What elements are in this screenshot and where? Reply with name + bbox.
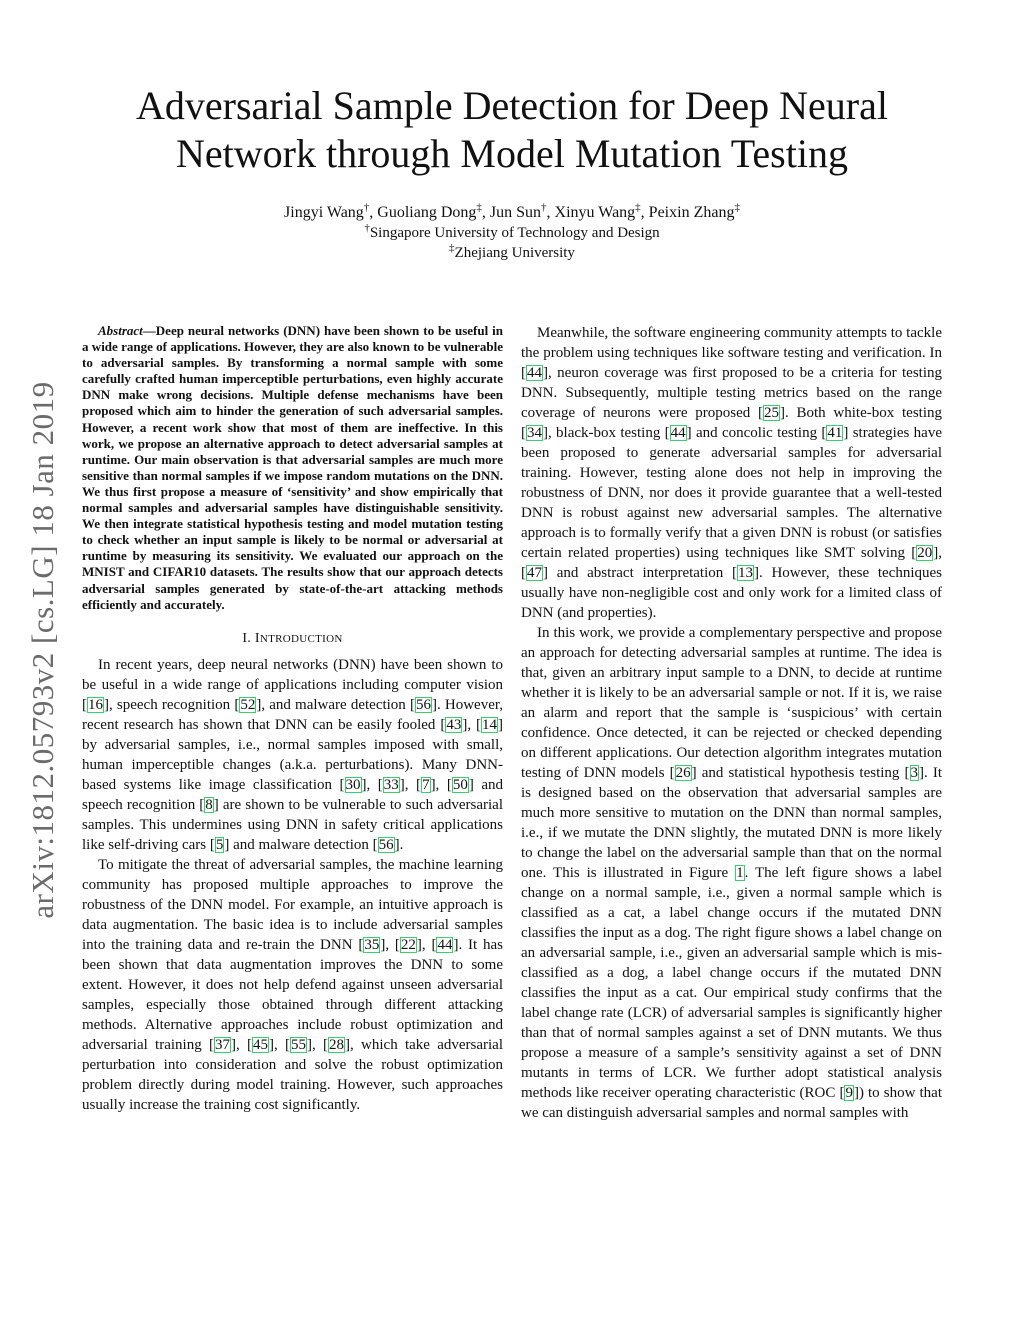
author-mark: ‡ [635, 201, 641, 214]
citation-link[interactable]: 22 [400, 936, 416, 953]
paragraph-text: To mitigate the threat of adversarial samples, the machine learning community has proposed multiple approaches to improve the robustness of the DNN model. For example, an intuitive approach is data augmentation. The basic idea is to include adversarial samples into the training data and re-train the DNN [ [82, 856, 503, 953]
affiliation-name: Zhejiang University [454, 245, 575, 261]
author-name: Peixin Zhang [648, 204, 735, 221]
citation-link[interactable]: 14 [482, 716, 497, 733]
citation-link[interactable]: 44 [437, 936, 453, 953]
paragraph-text: ], [ [416, 936, 437, 953]
paragraph-text: ]. Both white-box testing [ [521, 405, 942, 441]
paragraph-text: ] and malware detection [ [224, 836, 378, 853]
citation-link[interactable]: 5 [215, 836, 224, 853]
paragraph-text: ], neuron coverage was first proposed to be a criteria for testing DNN. Subsequently, multiple testing metrics based on the range coverage of neurons were proposed [ [521, 365, 942, 421]
paragraph-text: ], [ [361, 776, 383, 793]
title-line-1: Adversarial Sample Detection for Deep Neural [136, 83, 888, 128]
abstract-dash: — [142, 323, 156, 338]
citation-link[interactable]: 1 [736, 865, 744, 881]
affiliation-name: Singapore University of Technology and Design [369, 225, 660, 241]
citation-link[interactable]: 25 [764, 405, 779, 421]
paragraph-text: . The left figure shows a label change on a normal sample, i.e., given a normal sample which is classified as a cat, a label change occurs if the mutated DNN classifies the input as a dog. The right figure shows a label change on an adversarial sample, i.e., given an adversarial sample which is mis-classified as a dog, a label change occurs if the mutated DNN classifies the input as a cat. Our empirical study confirms that the label change rate (LCR) of adversarial samples is significantly higher than that of normal samples against a set of DNN mutants. We thus propose a measure of a sample’s sensitivity against a set of DNN mutants in terms of LCR. We further adopt statistical analysis methods like receiver operating characteristic (ROC [ [521, 865, 943, 1101]
paragraph-text: In recent years, deep neural networks (DNN) have been shown to be useful in a wide range of applications including computer vision [ [82, 656, 503, 713]
citation-link[interactable]: 13 [737, 565, 753, 581]
citation-link[interactable]: 28 [329, 1036, 345, 1053]
section-number: I. [242, 630, 252, 646]
paragraph-text: ], black-box testing [ [543, 425, 670, 441]
title-line-2: Network through Model Mutation Testing [176, 131, 848, 176]
paragraph-text: ], [ [399, 776, 422, 793]
paragraph-text: ]. It is designed based on the observation that adversarial samples are much more sensitive to mutation on the DNN than normal samples, i.e., if we mutate the DNN slightly, the mutated DNN is more likely to change the label on the adversarial sample than that on the normal one. This is illustrated in Figure [521, 765, 942, 881]
citation-link[interactable]: 20 [917, 545, 933, 561]
section-title-rest: NTRODUCTION [259, 632, 343, 645]
citation-link[interactable]: 7 [422, 776, 430, 793]
paragraph-text: ] by adversarial samples, i.e., normal samples imposed with small, human imperceptible changes (a.k.a. perturbations). Many DNN-based systems like image classification [ [82, 716, 503, 793]
paragraph-text: ], speech recognition [ [104, 696, 240, 713]
paragraph-text: ]. However, recent research has shown that DNN can be easily fooled [ [82, 696, 503, 733]
paragraph-text: ] and abstract interpretation [ [543, 565, 737, 581]
citation-link[interactable]: 45 [253, 1036, 268, 1053]
author-name: Xinyu Wang [554, 204, 636, 221]
paragraph-text: ]. It has been shown that data augmentation improves the DNN to some extent. However, it does not help defend against unseen adversarial samples, especially those obtained through different attacking methods. Alternative approaches include robust optimization and adversarial training [ [82, 936, 503, 1053]
citation-link[interactable]: 56 [378, 836, 394, 853]
author-mark: † [541, 201, 547, 214]
paper-header [0, 82, 1024, 263]
citation-link[interactable]: 35 [364, 936, 380, 953]
author-name: Guoliang Dong [377, 204, 477, 221]
citation-link[interactable]: 52 [240, 696, 256, 713]
intro-paragraph-1 [82, 655, 503, 855]
affiliation-mark: † [364, 222, 370, 234]
citation-link[interactable]: 30 [345, 776, 361, 793]
section-title-initial: I [254, 630, 260, 646]
right-column [521, 323, 942, 1123]
citation-link[interactable]: 44 [527, 365, 542, 381]
citation-link[interactable]: 34 [527, 425, 542, 441]
paragraph-text: ] strategies have been proposed to generate adversarial samples for adversarial training. However, testing alone does not help in improving the robustness of DNN, nor does it provide guarantee that a well-tested DNN is robust against new adversarial samples. The alternative approach is to formally verify that a given DNN is robust (or satisfies certain related properties) using techniques like SMT solving [ [521, 425, 942, 561]
paragraph-text: ], [ [380, 936, 400, 953]
citation-link[interactable]: 44 [670, 425, 686, 441]
author-name: Jun Sun [489, 204, 542, 221]
intro-paragraph-2 [82, 855, 503, 1115]
paper-title [0, 82, 1024, 178]
paragraph-text: ], [ [430, 776, 452, 793]
citation-link[interactable]: 50 [452, 776, 468, 793]
paragraph-text: ], [ [462, 716, 481, 733]
paragraph-text: ], [ [269, 1036, 291, 1053]
citation-link[interactable]: 47 [527, 565, 542, 581]
paragraph-text: In this work, we provide a complementary perspective and propose an approach for detecting adversarial samples at runtime. The idea is that, given an arbitrary input sample to a DNN, to decide at runtime whether it is likely to be an adversarial sample or not. If it is, we raise an alarm and report that the sample is ‘suspicious’ with certain confidence. Once detected, it can be rejected or checked depending on different applications. Our detection algorithm integrates mutation testing of DNN models [ [521, 625, 942, 781]
citation-link[interactable]: 33 [383, 776, 399, 793]
paragraph-text: ] and speech recognition [ [82, 776, 503, 813]
author-name: Jingyi Wang [284, 204, 364, 221]
paragraph-text: ] are shown to be vulnerable to such adversarial samples. This undermines using DNN in safety critical applications like self-driving cars [ [82, 796, 503, 853]
author-mark: † [363, 201, 370, 214]
intro-paragraph-4 [521, 623, 942, 1123]
paragraph-text: ], [ [307, 1036, 329, 1053]
citation-link[interactable]: 3 [910, 765, 918, 781]
abstract-label: Abstract [98, 323, 143, 338]
paragraph-text: ], [ [521, 545, 942, 581]
left-column [82, 323, 503, 1115]
paragraph-text: ], which take adversarial perturbation into consideration and solve the robust optimization problem directly during model training. However, such approaches usually increase the training cost significantly. [82, 1036, 504, 1113]
paragraph-text: ]. However, these techniques usually have non-negligible cost and only work for a limited class of DNN (and properties). [521, 565, 942, 621]
abstract [82, 323, 503, 613]
author-list: Jingyi Wang†, Guoliang Dong‡, Jun Sun†, Xinyu Wang‡, Peixin Zhang‡ [284, 201, 740, 221]
citation-link[interactable]: 41 [827, 425, 843, 441]
author-mark: ‡ [476, 201, 482, 214]
citation-link[interactable]: 8 [205, 796, 213, 813]
affiliation-mark: ‡ [449, 242, 455, 254]
citation-link[interactable]: 56 [415, 696, 431, 713]
intro-paragraph-3 [521, 323, 942, 623]
citation-link[interactable]: 55 [291, 1036, 307, 1053]
citation-link[interactable]: 37 [214, 1036, 230, 1053]
affiliation-1 [0, 223, 1024, 243]
paragraph-text: Meanwhile, the software engineering community attempts to tackle the problem using techniques like software testing and verification. In [ [521, 325, 942, 381]
abstract-text: Deep neural networks (DNN) have been shown to be useful in a wide range of applications. However, they are also known to be vulnerable to adversarial samples. By transforming a normal sample with some carefully crafted human imperceptible perturbations, even highly accurate DNN make wrong decisions. Multiple defense mechanisms have been proposed which aim to hinder the generation of such adversarial samples. However, a recent work show that most of them are ineffective. In this work, we propose an alternative approach to detect adversarial samples at runtime. Our main observation is that adversarial samples are much more sensitive than normal samples if we impose random mutations on the DNN. We thus first propose a measure of ‘sensitivity’ and show empirically that normal samples and adversarial samples have distinguishable sensitivity. We then integrate statistical hypothesis testing and model mutation testing to check whether an input sample is likely to be normal or adversarial at runtime by measuring its sensitivity. We evaluated our approach on the MNIST and CIFAR10 datasets. The results show that our approach detects adversarial samples generated by state-of-the-art attacking methods efficiently and accurately. [82, 323, 503, 612]
paragraph-text: ], [ [230, 1036, 252, 1053]
citation-link[interactable]: 16 [88, 696, 103, 713]
paragraph-text: ]) to show that we can distinguish adversarial samples and normal samples with [521, 1085, 942, 1121]
citation-link[interactable]: 43 [446, 716, 462, 733]
paragraph-text: ] and concolic testing [ [686, 425, 827, 441]
paragraph-text: ] and statistical hypothesis testing [ [691, 765, 910, 781]
paragraph-text: ]. [394, 836, 404, 853]
arxiv-identifier: arXiv:1812.05793v2 [cs.LG] 18 Jan 2019 [25, 381, 60, 919]
section-heading-introduction [82, 631, 503, 647]
author-mark: ‡ [734, 201, 740, 214]
paragraph-text: ], and malware detection [ [256, 696, 415, 713]
citation-link[interactable]: 9 [845, 1085, 853, 1101]
affiliation-2 [0, 243, 1024, 263]
citation-link[interactable]: 26 [675, 765, 691, 781]
